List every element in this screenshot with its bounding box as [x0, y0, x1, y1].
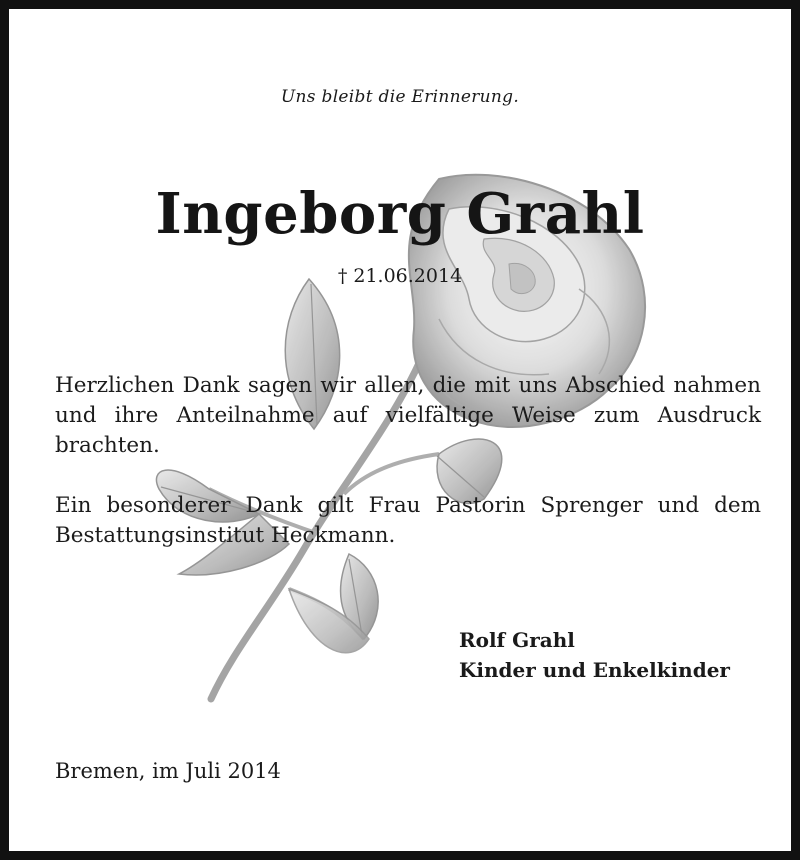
thanks-paragraph: Herzlichen Dank sagen wir allen, die mit uns Abschied nahmen und ihre Anteilnahme auf vielfältige Weise zum Ausdruck brachten. — [55, 373, 761, 458]
deceased-name: Ingeborg Grahl — [155, 181, 645, 247]
death-date: † 21.06.2014 — [337, 265, 463, 287]
signers-block — [459, 625, 730, 685]
place-date: Bremen, im Juli 2014 — [55, 759, 281, 783]
motto-text: Uns bleibt die Erinnerung. — [280, 87, 520, 107]
signer-name: Rolf Grahl — [459, 628, 575, 652]
signer-family: Kinder und Enkelkinder — [459, 658, 730, 682]
special-thanks-paragraph: Ein besonderer Dank gilt Frau Pastorin Sprenger und dem Bestattungsinstitut Heckmann. — [55, 493, 761, 548]
